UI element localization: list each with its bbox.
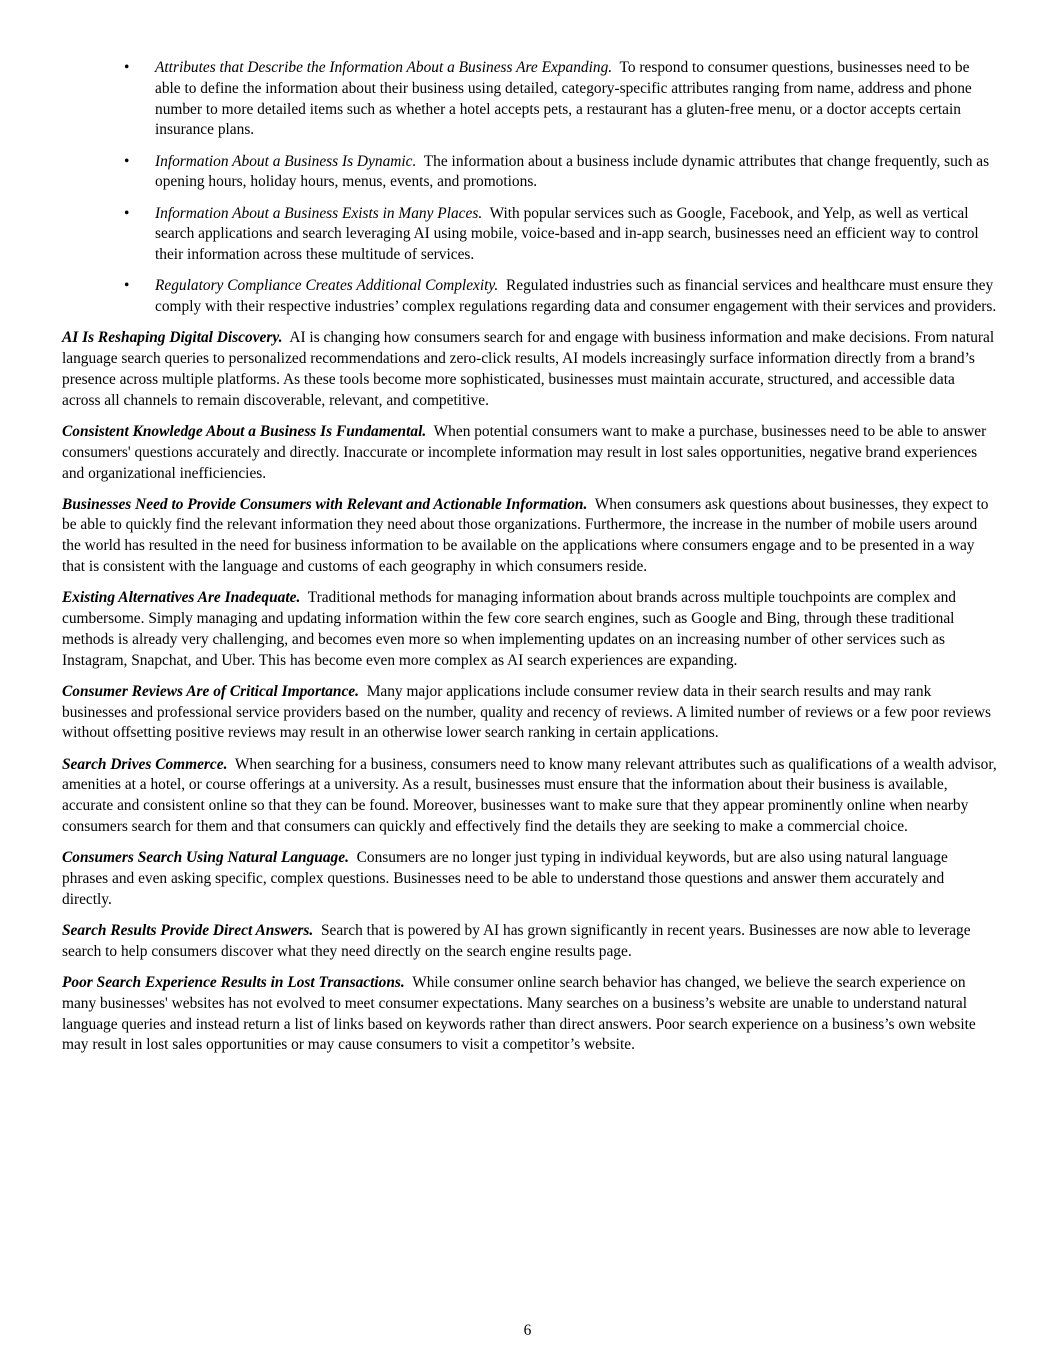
paragraph-direct-answers [62, 921, 997, 963]
bullet-heading: Regulatory Compliance Creates Additional Complexity. [155, 277, 499, 295]
paragraph-heading: Consumer Reviews Are of Critical Importance. [62, 682, 359, 700]
page-number: 6 [523, 1322, 532, 1339]
bullet-text: Regulated industries such as financial services and healthcare must ensure they comply with their respective industries’ complex regulations regarding data and consumer engagement with their services and providers. [155, 277, 997, 316]
paragraph-ai-reshaping [62, 328, 997, 411]
bullet-heading: Information About a Business Exists in Many Places. [155, 204, 483, 222]
paragraph-heading: Search Drives Commerce. [62, 755, 228, 773]
paragraph-heading: AI Is Reshaping Digital Discovery. [62, 329, 283, 347]
bullet-item [124, 58, 997, 141]
paragraph-text: When potential consumers want to make a purchase, businesses need to be able to answer consumers' questions accurately and directly. Inaccurate or incomplete information may result in lost sales opportunities, negative brand experiences and organizational inefficiencies. [62, 422, 987, 482]
bullet-heading: Information About a Business Is Dynamic. [155, 152, 417, 170]
bullet-marker: • [124, 59, 130, 76]
paragraph-text: Search that is powered by AI has grown significantly in recent years. Businesses are now able to leverage search to help consumers discover what they need directly on the search engine results page. [62, 921, 971, 960]
paragraph-heading: Poor Search Experience Results in Lost Transactions. [62, 973, 405, 991]
bullet-text: The information about a business include dynamic attributes that change frequently, such as opening hours, holiday hours, menus, events, and promotions. [155, 152, 990, 191]
paragraph-poor-search-experience [62, 973, 997, 1056]
paragraph-heading: Consistent Knowledge About a Business Is Fundamental. [62, 422, 427, 440]
bullet-list [62, 58, 997, 318]
paragraph-search-commerce [62, 755, 997, 838]
bullet-text: With popular services such as Google, Facebook, and Yelp, as well as vertical search applications and search leveraging AI using mobile, voice-based and in-app search, businesses need an efficient way to control their information across these multitude of services. [155, 204, 979, 264]
bullet-item [124, 152, 997, 194]
paragraph-heading: Businesses Need to Provide Consumers with Relevant and Actionable Information. [62, 495, 588, 513]
bullet-marker: • [124, 277, 130, 295]
paragraph-text: Many major applications include consumer review data in their search results and may rank businesses and professional service providers based on the number, quality and recency of reviews. A limited number of reviews or a few poor reviews without offsetting positive reviews may result in an otherwise lower search ranking in certain applications. [62, 682, 991, 742]
bullet-marker: • [124, 152, 130, 170]
paragraph-natural-language [62, 848, 997, 910]
paragraph-text: When consumers ask questions about businesses, they expect to be able to quickly find the relevant information they need about those organizations. Furthermore, the increase in the number of mobile users around the world has resulted in the need for business information to be available on the applications where consumers engage and to be presented in a way that is consistent with the language and customs of each geography in which consumers reside. [62, 495, 989, 576]
paragraph-consumer-reviews [62, 682, 997, 744]
paragraph-text: Consumers are no longer just typing in individual keywords, but are also using natural language phrases and even asking specific, complex questions. Businesses need to be able to understand those questions and answer them accurately and directly. [62, 849, 948, 908]
paragraph-text: While consumer online search behavior has changed, we believe the search experience on many businesses' websites has not evolved to meet consumer expectations. Many searches on a business’s website are unable to understand natural language queries and instead return a list of links based on keywords rather than direct answers. Poor search experience on a business’s own website may result in lost sales opportunities or may cause consumers to visit a competitor’s website. [62, 973, 976, 1054]
paragraph-heading: Existing Alternatives Are Inadequate. [62, 589, 301, 607]
paragraph-text: AI is changing how consumers search for and engage with business information and make decisions. From natural language search queries to personalized recommendations and zero-click results, AI models increasingly surface information directly from a brand’s presence across multiple platforms. As these tools become more sophisticated, businesses must maintain accurate, structured, and accessible data across all channels to remain discoverable, relevant, and competitive. [62, 329, 995, 409]
paragraph-text: Traditional methods for managing information about brands across multiple touchpoints are complex and cumbersome. Simply managing and updating information within the few core search engines, such as Google and Bing, through these traditional methods is already very challenging, and becomes even more so when implementing updates on an increasing number of other services such as Instagram, Snapchat, and Uber. This has become even more complex as AI search experiences are expanding. [62, 589, 956, 669]
bullet-heading: Attributes that Describe the Information About a Business Are Expanding. [155, 59, 613, 76]
paragraph-relevant-information [62, 495, 997, 578]
bullet-marker: • [124, 204, 130, 222]
bullet-item [124, 204, 997, 266]
paragraph-consistent-knowledge [62, 422, 997, 484]
paragraph-existing-alternatives [62, 588, 997, 671]
bullet-item [124, 276, 997, 318]
paragraph-heading: Search Results Provide Direct Answers. [62, 921, 314, 939]
paragraph-text: When searching for a business, consumers need to know many relevant attributes such as qualifications of a wealth advisor, amenities at a hotel, or course offerings at a university. As a result, businesses must ensure that the information about their business is available, accurate and consistent online so that they can be found. Moreover, businesses want to make sure that they appear prominently online when nearby consumers search for them and that consumers can quickly and effectively find the details they are seeking to make a commercial choice. [62, 755, 997, 836]
bullet-text: To respond to consumer questions, businesses need to be able to define the information about their business using detailed, category-specific attributes ranging from name, address and phone number to more detailed items such as whether a hotel accepts pets, a restaurant has a gluten-free menu, or a doctor accepts certain insurance plans. [155, 59, 972, 139]
document-body [62, 58, 997, 1067]
paragraph-heading: Consumers Search Using Natural Language. [62, 849, 349, 867]
